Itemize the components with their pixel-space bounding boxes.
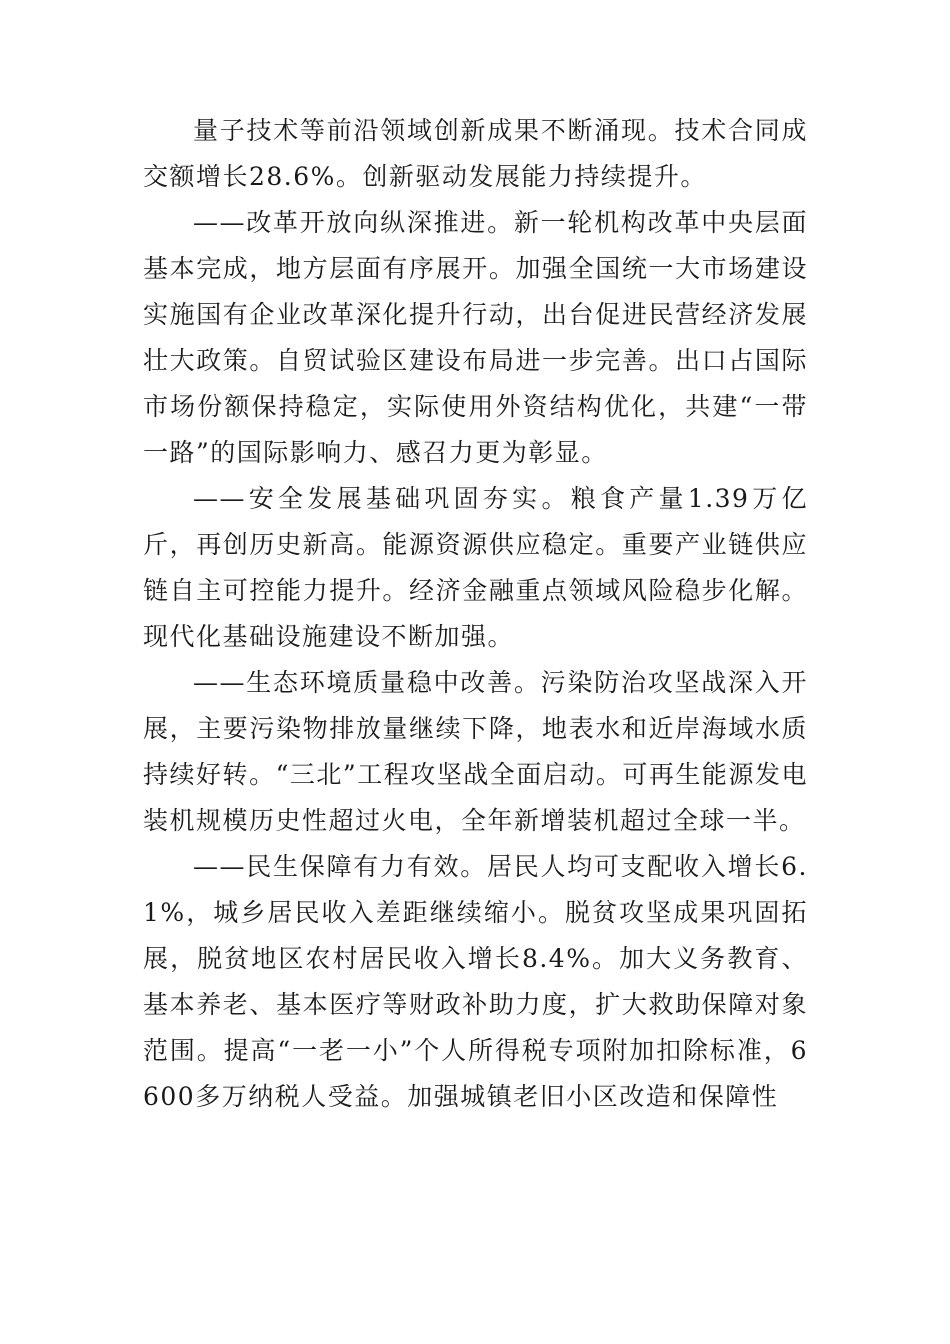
paragraph-security-development: ——安全发展基础巩固夯实。粮食产量1.39万亿斤，再创历史新高。能源资源供应稳定。重要产业链供应链自主可控能力提升。经济金融重点领域风险稳步化解。现代化基础设施建设不断加强。: [143, 484, 808, 651]
paragraph-innovation: 量子技术等前沿领域创新成果不断涌现。技术合同成交额增长28.6%。创新驱动发展能力持续提升。: [143, 116, 808, 191]
paragraph-reform-opening: ——改革开放向纵深推进。新一轮机构改革中央层面基本完成，地方层面有序展开。加强全国统一大市场建设实施国有企业改革深化提升行动，出台促进民营经济发展壮大政策。自贸试验区建设布局进一步完善。出口占国际市场份额保持稳定，实际使用外资结构优化，共建“一带一路”的国际影响力、感召力更为彰显。: [143, 208, 808, 467]
body-text: [143, 108, 808, 1120]
paragraph-ecology: ——生态环境质量稳中改善。污染防治攻坚战深入开展，主要污染物排放量继续下降，地表水和近岸海域水质持续好转。“三北”工程攻坚战全面启动。可再生能源发电装机规模历史性超过火电，全年新增装机超过全球一半。: [143, 668, 808, 835]
paragraph-livelihood: ——民生保障有力有效。居民人均可支配收入增长6.1%，城乡居民收入差距继续缩小。脱贫攻坚成果巩固拓展，脱贫地区农村居民收入增长8.4%。加大义务教育、基本养老、基本医疗等财政补助力度，扩大救助保障对象范围。提高“一老一小”个人所得税专项附加扣除标准，6600多万纳税人受益。加强城镇老旧小区改造和保障性: [143, 852, 808, 1111]
